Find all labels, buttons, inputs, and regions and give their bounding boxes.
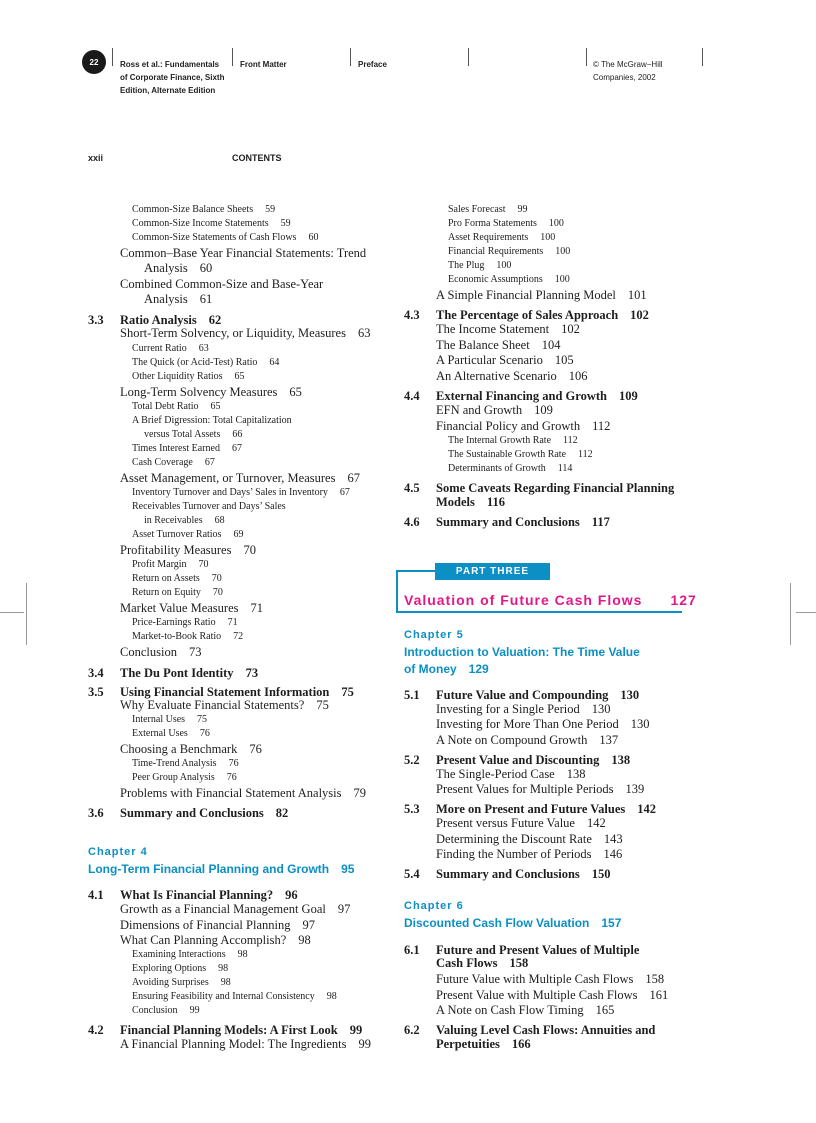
toc-entry: Conclusion 73 — [120, 645, 202, 659]
toc-section: 3.5 Using Financial Statement Information 75 — [88, 685, 354, 699]
toc-entry: in Receivables 68 — [144, 515, 225, 526]
toc-section: 6.1 Future and Present Values of Multiple — [404, 943, 640, 957]
header-divider — [468, 48, 469, 66]
toc-entry: EFN and Growth 109 — [436, 403, 553, 417]
toc-section: 4.2 Financial Planning Models: A First Look 99 — [88, 1023, 363, 1037]
toc-entry: Analysis 60 — [144, 261, 213, 275]
toc-entry: Growth as a Financial Management Goal 97 — [120, 902, 351, 916]
toc-entry: Inventory Turnover and Days’ Sales in Inventory 67 — [132, 487, 350, 498]
toc-section: Perpetuities 166 — [436, 1037, 531, 1051]
header-divider — [112, 48, 113, 66]
part-rule — [396, 570, 398, 612]
chapter-label: Chapter 4 — [88, 846, 148, 858]
crop-mark — [0, 612, 24, 613]
part-rule — [396, 611, 682, 613]
toc-section: 5.4 Summary and Conclusions 150 — [404, 867, 611, 881]
toc-entry: Common–Base Year Financial Statements: Trend — [120, 246, 367, 260]
toc-entry: Times Interest Earned 67 — [132, 443, 242, 454]
toc-entry: Present versus Future Value 142 — [436, 816, 606, 830]
header-book-title: Ross et al.: Fundamentals of Corporate Finance, Sixth Edition, Alternate Edition — [120, 60, 225, 95]
chapter-label: Chapter 6 — [404, 900, 464, 912]
toc-entry: Short-Term Solvency, or Liquidity, Measures 63 — [120, 326, 371, 340]
toc-entry: Profitability Measures 70 — [120, 543, 256, 557]
toc-entry: Future Value with Multiple Cash Flows 158 — [436, 972, 665, 986]
toc-section: 3.3 Ratio Analysis 62 — [88, 313, 222, 327]
toc-entry: Financial Policy and Growth 112 — [436, 419, 611, 433]
toc-entry: Exploring Options 98 — [132, 963, 229, 974]
toc-section: 3.6 Summary and Conclusions 82 — [88, 806, 289, 820]
toc-entry: Conclusion 99 — [132, 1005, 200, 1016]
crop-mark — [26, 583, 27, 645]
chapter-title: of Money 129 — [404, 662, 489, 676]
toc-entry: Asset Turnover Ratios 69 — [132, 529, 244, 540]
toc-entry: Ensuring Feasibility and Internal Consistency 98 — [132, 991, 337, 1002]
toc-entry: Return on Equity 70 — [132, 587, 223, 598]
toc-entry: The Sustainable Growth Rate 112 — [448, 449, 593, 460]
toc-entry: Investing for a Single Period 130 — [436, 702, 611, 716]
header-chapter: Preface — [358, 60, 387, 69]
toc-entry: Examining Interactions 98 — [132, 949, 248, 960]
toc-entry: The Income Statement 102 — [436, 322, 580, 336]
toc-entry: A Note on Compound Growth 137 — [436, 733, 619, 747]
toc-section: Models 116 — [436, 495, 505, 509]
part-rule — [396, 570, 436, 572]
chapter-label: Chapter 5 — [404, 629, 464, 641]
toc-entry: An Alternative Scenario 106 — [436, 369, 588, 383]
toc-entry: Analysis 61 — [144, 292, 213, 306]
toc-entry: versus Total Assets 66 — [144, 429, 243, 440]
toc-entry: Profit Margin 70 — [132, 559, 209, 570]
toc-entry: Present Value with Multiple Cash Flows 161 — [436, 988, 669, 1002]
toc-entry: The Single-Period Case 138 — [436, 767, 586, 781]
toc-section: 4.1 What Is Financial Planning? 96 — [88, 888, 298, 902]
toc-section: 5.1 Future Value and Compounding 130 — [404, 688, 640, 702]
chapter-title: Discounted Cash Flow Valuation 157 — [404, 916, 622, 930]
toc-section: Cash Flows 158 — [436, 956, 529, 970]
toc-entry: A Financial Planning Model: The Ingredients 99 — [120, 1037, 371, 1051]
toc-entry: Asset Management, or Turnover, Measures 67 — [120, 471, 360, 485]
toc-entry: Market Value Measures 71 — [120, 601, 263, 615]
page-badge: 22 — [82, 50, 106, 74]
toc-section: 4.6 Summary and Conclusions 117 — [404, 515, 610, 529]
toc-entry: The Balance Sheet 104 — [436, 338, 561, 352]
toc-entry: Price-Earnings Ratio 71 — [132, 617, 238, 628]
running-head: CONTENTS — [232, 153, 282, 163]
toc-entry: Cash Coverage 67 — [132, 457, 215, 468]
header-divider — [232, 48, 233, 66]
toc-entry: Common-Size Statements of Cash Flows 60 — [132, 232, 319, 243]
toc-section: 4.4 External Financing and Growth 109 — [404, 389, 638, 403]
toc-entry: What Can Planning Accomplish? 98 — [120, 933, 311, 947]
toc-entry: Receivables Turnover and Days’ Sales — [132, 501, 286, 512]
header-section: Front Matter — [240, 60, 287, 69]
part-title: Valuation of Future Cash Flows 127 — [404, 592, 697, 608]
toc-entry: Time-Trend Analysis 76 — [132, 758, 239, 769]
toc-entry: Present Values for Multiple Periods 139 — [436, 782, 645, 796]
header-copyright: © The McGraw−Hill Companies, 2002 — [593, 60, 663, 82]
toc-entry: Long-Term Solvency Measures 65 — [120, 385, 302, 399]
toc-entry: A Particular Scenario 105 — [436, 353, 574, 367]
crop-mark — [790, 583, 791, 645]
toc-entry: Current Ratio 63 — [132, 343, 209, 354]
toc-entry: The Plug 100 — [448, 260, 512, 271]
toc-entry: Determinants of Growth 114 — [448, 463, 573, 474]
toc-entry: Why Evaluate Financial Statements? 75 — [120, 698, 329, 712]
toc-entry: Determining the Discount Rate 143 — [436, 832, 623, 846]
crop-mark — [796, 612, 816, 613]
toc-entry: Problems with Financial Statement Analysis 79 — [120, 786, 367, 800]
toc-entry: Return on Assets 70 — [132, 573, 222, 584]
toc-entry: Peer Group Analysis 76 — [132, 772, 237, 783]
header-divider — [586, 48, 587, 66]
toc-entry: A Simple Financial Planning Model 101 — [436, 288, 647, 302]
toc-entry: Other Liquidity Ratios 65 — [132, 371, 245, 382]
toc-entry: Common-Size Balance Sheets 59 — [132, 204, 276, 215]
toc-entry: Total Debt Ratio 65 — [132, 401, 221, 412]
toc-section: 5.2 Present Value and Discounting 138 — [404, 753, 631, 767]
header-divider — [702, 48, 703, 66]
page-number: xxii — [88, 153, 104, 163]
toc-entry: Pro Forma Statements 100 — [448, 218, 564, 229]
toc-entry: Sales Forecast 99 — [448, 204, 528, 215]
toc-section: 4.5 Some Caveats Regarding Financial Planning — [404, 481, 675, 495]
toc-entry: Financial Requirements 100 — [448, 246, 571, 257]
toc-section: 6.2 Valuing Level Cash Flows: Annuities and — [404, 1023, 656, 1037]
toc-entry: Market-to-Book Ratio 72 — [132, 631, 244, 642]
chapter-title: Long-Term Financial Planning and Growth 95 — [88, 862, 355, 876]
toc-entry: Economic Assumptions 100 — [448, 274, 570, 285]
toc-entry: A Note on Cash Flow Timing 165 — [436, 1003, 615, 1017]
toc-entry: The Internal Growth Rate 112 — [448, 435, 578, 446]
toc-entry: The Quick (or Acid-Test) Ratio 64 — [132, 357, 280, 368]
toc-section: 3.4 The Du Pont Identity 73 — [88, 666, 259, 680]
toc-entry: Finding the Number of Periods 146 — [436, 847, 623, 861]
toc-entry: Investing for More Than One Period 130 — [436, 717, 650, 731]
toc-entry: Common-Size Income Statements 59 — [132, 218, 291, 229]
header-divider — [350, 48, 351, 66]
toc-entry: Avoiding Surprises 98 — [132, 977, 231, 988]
toc-entry: Choosing a Benchmark 76 — [120, 742, 262, 756]
toc-entry: Combined Common-Size and Base-Year — [120, 277, 324, 291]
toc-entry: Internal Uses 75 — [132, 714, 208, 725]
toc-entry: Asset Requirements 100 — [448, 232, 556, 243]
toc-entry: Dimensions of Financial Planning 97 — [120, 918, 315, 932]
part-label: PART THREE — [435, 563, 550, 580]
toc-entry: A Brief Digression: Total Capitalization — [132, 415, 292, 426]
chapter-title: Introduction to Valuation: The Time Value — [404, 645, 640, 659]
toc-section: 5.3 More on Present and Future Values 142 — [404, 802, 656, 816]
toc-section: 4.3 The Percentage of Sales Approach 102 — [404, 308, 649, 322]
toc-entry: External Uses 76 — [132, 728, 210, 739]
